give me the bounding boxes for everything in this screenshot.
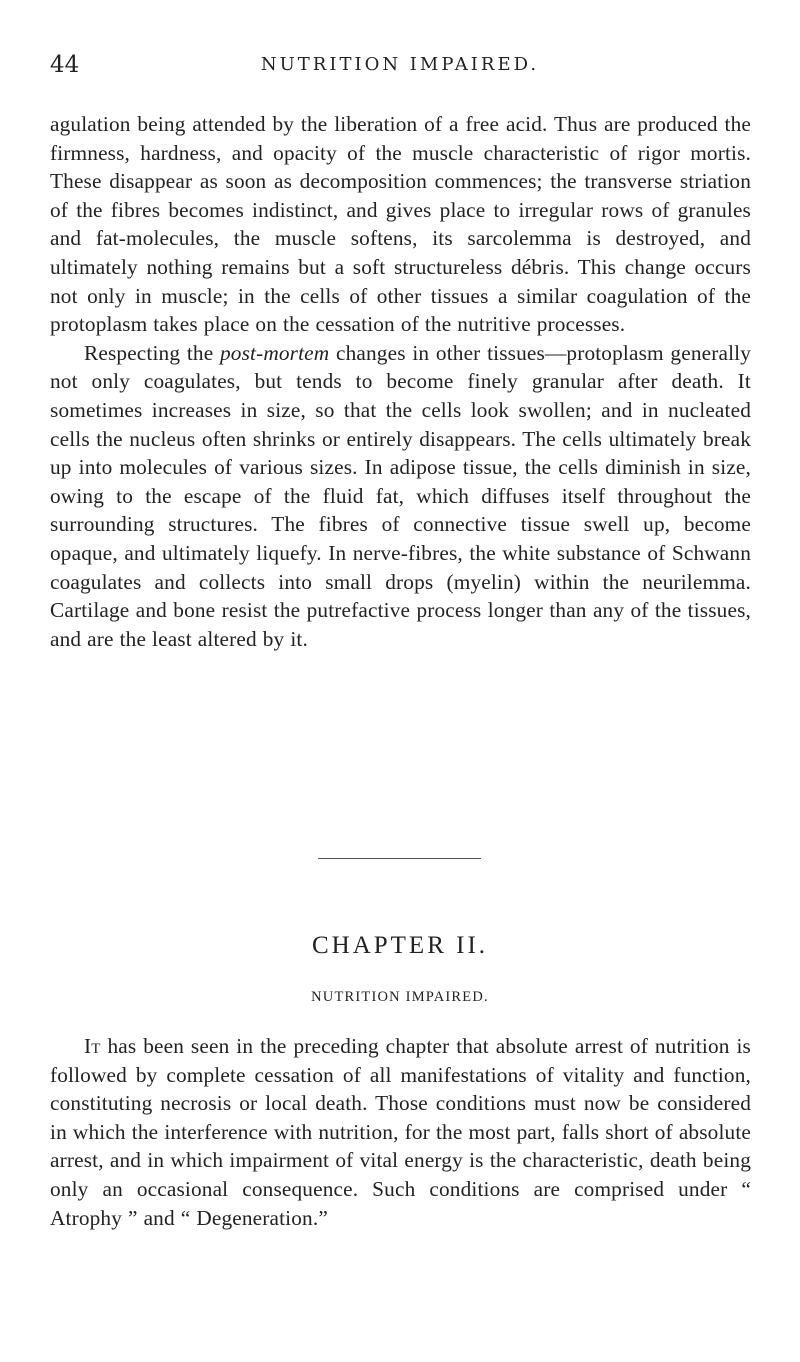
paragraph-text-start: Respecting the — [84, 340, 220, 365]
body-text-continued — [50, 110, 751, 653]
running-head — [50, 52, 750, 82]
page-number: 44 — [50, 52, 80, 78]
chapter-opening-text — [50, 1032, 751, 1232]
chapter-title: CHAPTER II. — [311, 932, 489, 959]
paragraph-post-mortem — [50, 339, 751, 654]
chapter-divider-rule — [318, 858, 481, 859]
running-head-title: NUTRITION IMPAIRED. — [260, 54, 540, 75]
paragraph-continuation: agulation being attended by the liberation of a free acid. Thus are produced the firmness, hardness, and opacity of the muscle characteristic of rigor mortis. These disappear as soon as decomposition commences; the transverse striation of the fibres becomes indistinct, and gives place to irregular rows of granules and fat-molecules, the muscle softens, its sarcolemma is destroyed, and ultimately nothing remains but a soft structureless débris. This change occurs not only in muscle; in the cells of other tissues a similar coagulation of the protoplasm takes place on the cessation of the nutritive processes. — [50, 112, 751, 337]
chapter-opening-paragraph — [50, 1032, 751, 1232]
paragraph-text-end: changes in other tissues—protoplasm generally not only coagulates, but tends to become finely granular after death. It sometimes increases in size, so that the cells look swollen; and in nucleated cells the nucleus often shrinks or entirely disappears. The cells ultimately break up into molecules of various sizes. In adipose tissue, the cells diminish in size, owing to the escape of the fluid fat, which diffuses itself throughout the surrounding structures. The fibres of connective tissue swell up, become opaque, and ultimately liquefy. In nerve-fibres, the white substance of Schwann coagulates and collects into small drops (myelin) within the neurilemma. Cartilage and bone resist the putrefactive process longer than any of the tissues, and are the least altered by it. — [50, 340, 752, 651]
chapter-subtitle: NUTRITION IMPAIRED. — [311, 989, 489, 1005]
opening-paragraph-text: has been seen in the preceding chapter that absolute arrest of nutrition is followed by complete cessation of all manifestations of vitality and function, constituting necrosis or local death. Those conditions must now be considered in which the interference with nutrition, for the most part, falls short of absolute arrest, and in which impairment of vital energy is the characteristic, death being only an occasional consequence. Such conditions are comprised under “ Atrophy ” and “ Degeneration.” — [50, 1034, 751, 1230]
opening-word: It — [84, 1034, 101, 1058]
emphasis-post-mortem: post-mortem — [220, 340, 330, 365]
